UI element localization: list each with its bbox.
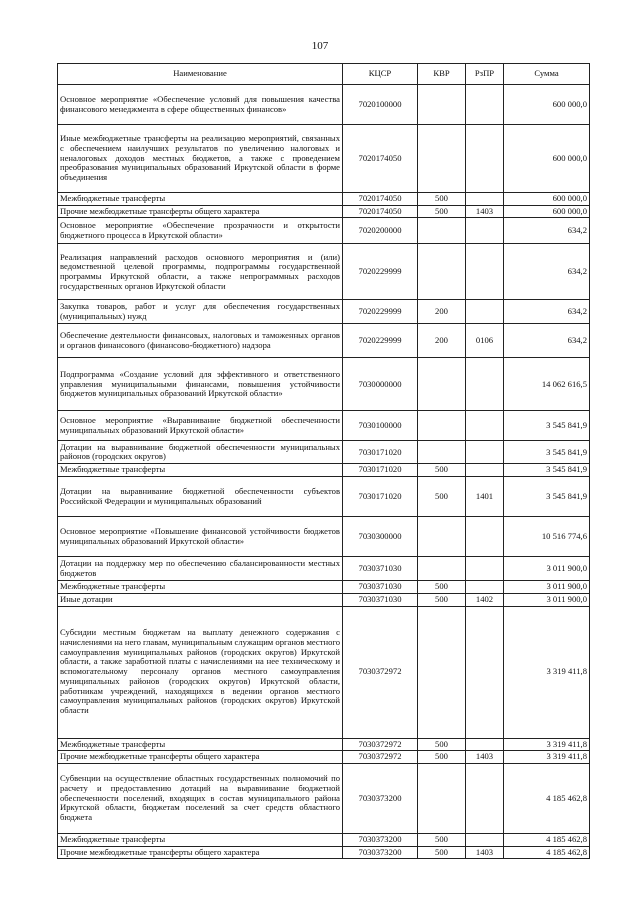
table-row xyxy=(58,464,590,477)
table-cell-name: Межбюджетные трансферты xyxy=(58,581,343,594)
budget-table xyxy=(57,63,590,859)
table-cell-sum: 4 185 462,8 xyxy=(504,833,590,846)
table-cell-kvr xyxy=(418,763,466,833)
table-cell-rzpr: 1403 xyxy=(466,205,504,218)
table-cell-kcsr: 7020174050 xyxy=(343,193,418,206)
column-header-sum: Сумма xyxy=(504,64,590,85)
table-row xyxy=(58,606,590,738)
table-cell-kcsr: 7030372972 xyxy=(343,606,418,738)
table-cell-kcsr: 7030371030 xyxy=(343,557,418,581)
table-cell-name: Прочие межбюджетные трансферты общего характера xyxy=(58,205,343,218)
table-cell-name: Подпрограмма «Создание условий для эффективного и ответственного управления муниципальными финансами, повышения устойчивости бюджетов муниципальных образований Иркутской области» xyxy=(58,358,343,411)
column-header-kcsr: КЦСР xyxy=(343,64,418,85)
table-cell-rzpr xyxy=(466,244,504,300)
table-cell-kvr xyxy=(418,606,466,738)
table-cell-kvr xyxy=(418,517,466,557)
table-cell-sum: 600 000,0 xyxy=(504,193,590,206)
table-cell-kvr xyxy=(418,411,466,441)
table-cell-rzpr xyxy=(466,557,504,581)
table-cell-rzpr xyxy=(466,125,504,193)
table-cell-kvr: 500 xyxy=(418,193,466,206)
table-cell-rzpr: 1403 xyxy=(466,751,504,764)
table-cell-name: Межбюджетные трансферты xyxy=(58,833,343,846)
table-cell-kvr xyxy=(418,125,466,193)
table-cell-kvr xyxy=(418,244,466,300)
table-cell-kcsr: 7020229999 xyxy=(343,244,418,300)
table-cell-name: Основное мероприятие «Выравнивание бюджетной обеспеченности муниципальных образований Иркутской области» xyxy=(58,411,343,441)
table-cell-kvr: 500 xyxy=(418,593,466,606)
table-cell-kvr: 500 xyxy=(418,205,466,218)
table-cell-kvr: 500 xyxy=(418,846,466,859)
table-cell-name: Субвенции на осуществление областных государственных полномочий по расчету и предоставлению дотаций на выравнивание бюджетной обеспеченности поселений, входящих в состав муниципального района Иркутской области, бюджетам поселений за счет средств областного бюджета xyxy=(58,763,343,833)
table-cell-kcsr: 7030372972 xyxy=(343,751,418,764)
table-cell-sum: 3 319 411,8 xyxy=(504,738,590,751)
table-cell-rzpr: 1403 xyxy=(466,846,504,859)
table-cell-kcsr: 7030300000 xyxy=(343,517,418,557)
table-row xyxy=(58,358,590,411)
table-cell-sum: 3 545 841,9 xyxy=(504,464,590,477)
table-cell-kvr: 200 xyxy=(418,324,466,358)
table-cell-name: Дотации на поддержку мер по обеспечению сбалансированности местных бюджетов xyxy=(58,557,343,581)
table-cell-kvr xyxy=(418,358,466,411)
page-number: 107 xyxy=(311,40,329,52)
table-row xyxy=(58,324,590,358)
table-cell-rzpr: 1401 xyxy=(466,477,504,517)
table-cell-rzpr xyxy=(466,581,504,594)
table-cell-rzpr: 1402 xyxy=(466,593,504,606)
table-row xyxy=(58,846,590,859)
table-row xyxy=(58,833,590,846)
table-cell-kvr xyxy=(418,557,466,581)
table-cell-kcsr: 7020229999 xyxy=(343,324,418,358)
table-row xyxy=(58,441,590,464)
table-cell-kcsr: 7030000000 xyxy=(343,358,418,411)
table-cell-kcsr: 7030373200 xyxy=(343,763,418,833)
column-header-rzpr: РзПР xyxy=(466,64,504,85)
table-row xyxy=(58,557,590,581)
table-cell-name: Закупка товаров, работ и услуг для обеспечения государственных (муниципальных) нужд xyxy=(58,300,343,324)
table-cell-kvr xyxy=(418,218,466,244)
table-cell-kcsr: 7030100000 xyxy=(343,411,418,441)
table-cell-sum: 4 185 462,8 xyxy=(504,846,590,859)
table-cell-kvr: 500 xyxy=(418,833,466,846)
table-row xyxy=(58,411,590,441)
table-cell-sum: 3 545 841,9 xyxy=(504,411,590,441)
table-cell-rzpr xyxy=(466,441,504,464)
table-cell-kcsr: 7020100000 xyxy=(343,85,418,125)
table-row xyxy=(58,581,590,594)
table-row xyxy=(58,125,590,193)
table-cell-name: Основное мероприятие «Обеспечение условий для повышения качества финансового менеджмента в сфере общественных финансов» xyxy=(58,85,343,125)
table-row xyxy=(58,517,590,557)
table-cell-kvr: 500 xyxy=(418,738,466,751)
table-cell-kcsr: 7020200000 xyxy=(343,218,418,244)
table-cell-kvr: 200 xyxy=(418,300,466,324)
table-cell-rzpr xyxy=(466,85,504,125)
table-row xyxy=(58,300,590,324)
column-header-kvr: КВР xyxy=(418,64,466,85)
table-cell-name: Субсидии местным бюджетам на выплату денежного содержания с начислениями на него главам, муниципальным служащим органов местного самоуправления муниципальных районов (городских округов) Иркутской области, а также заработной платы с начислениями на нее техническому и вспомогательному персоналу органов местного самоуправления муниципальных районов (городских округов) Иркутской области, работникам учреждений, находящихся в ведении органов местного самоуправления муниципальных районов (городских округов) Иркутской области xyxy=(58,606,343,738)
table-row xyxy=(58,218,590,244)
table-cell-kcsr: 7030371030 xyxy=(343,581,418,594)
table-cell-sum: 634,2 xyxy=(504,244,590,300)
table-cell-name: Основное мероприятие «Обеспечение прозрачности и открытости бюджетного процесса в Иркутской области» xyxy=(58,218,343,244)
table-cell-sum: 3 545 841,9 xyxy=(504,477,590,517)
table-cell-rzpr xyxy=(466,833,504,846)
table-cell-rzpr xyxy=(466,411,504,441)
table-cell-kvr: 500 xyxy=(418,477,466,517)
table-cell-name: Межбюджетные трансферты xyxy=(58,464,343,477)
table-cell-sum: 600 000,0 xyxy=(504,205,590,218)
table-cell-name: Реализация направлений расходов основного мероприятия и (или) ведомственной целевой программы, подпрограммы государственной программы Иркутской области, а также непрограммных расходов государственных органов Иркутской области xyxy=(58,244,343,300)
table-row xyxy=(58,85,590,125)
table-cell-rzpr xyxy=(466,300,504,324)
table-cell-sum: 3 011 900,0 xyxy=(504,557,590,581)
table-cell-sum: 634,2 xyxy=(504,324,590,358)
table-row xyxy=(58,205,590,218)
table-cell-sum: 3 319 411,8 xyxy=(504,751,590,764)
table-cell-rzpr xyxy=(466,517,504,557)
table-cell-kcsr: 7030171020 xyxy=(343,464,418,477)
table-cell-rzpr xyxy=(466,358,504,411)
table-cell-kcsr: 7020174050 xyxy=(343,125,418,193)
table-cell-sum: 10 516 774,6 xyxy=(504,517,590,557)
table-row xyxy=(58,244,590,300)
table-cell-rzpr xyxy=(466,464,504,477)
table-cell-sum: 14 062 616,5 xyxy=(504,358,590,411)
table-cell-sum: 634,2 xyxy=(504,300,590,324)
table-cell-name: Иные межбюджетные трансферты на реализацию мероприятий, связанных с обеспечением наилучших результатов по увеличению налоговых и неналоговых доходов местных бюджетов, а также с проведением преобразования муниципальных образований Иркутской области в форме объединения xyxy=(58,125,343,193)
table-cell-sum: 3 011 900,0 xyxy=(504,593,590,606)
table-row xyxy=(58,193,590,206)
table-cell-name: Дотации на выравнивание бюджетной обеспеченности муниципальных районов (городских округов) xyxy=(58,441,343,464)
table-cell-name: Прочие межбюджетные трансферты общего характера xyxy=(58,846,343,859)
table-cell-kvr xyxy=(418,441,466,464)
table-cell-kcsr: 7020174050 xyxy=(343,205,418,218)
table-cell-kvr: 500 xyxy=(418,464,466,477)
table-cell-name: Обеспечение деятельности финансовых, налоговых и таможенных органов и органов финансового (финансово-бюджетного) надзора xyxy=(58,324,343,358)
table-row xyxy=(58,738,590,751)
table-row xyxy=(58,593,590,606)
table-cell-kcsr: 7030171020 xyxy=(343,477,418,517)
table-row xyxy=(58,763,590,833)
table-cell-name: Межбюджетные трансферты xyxy=(58,193,343,206)
table-cell-name: Иные дотации xyxy=(58,593,343,606)
table-header-row xyxy=(58,64,590,85)
column-header-name: Наименование xyxy=(58,64,343,85)
table-cell-sum: 3 319 411,8 xyxy=(504,606,590,738)
table-cell-name: Основное мероприятие «Повышение финансовой устойчивости бюджетов муниципальных образований Иркутской области» xyxy=(58,517,343,557)
table-cell-rzpr: 0106 xyxy=(466,324,504,358)
table-cell-name: Прочие межбюджетные трансферты общего характера xyxy=(58,751,343,764)
table-cell-rzpr xyxy=(466,606,504,738)
table-cell-name: Межбюджетные трансферты xyxy=(58,738,343,751)
table-cell-kvr xyxy=(418,85,466,125)
table-row xyxy=(58,751,590,764)
table-cell-rzpr xyxy=(466,738,504,751)
table-cell-rzpr xyxy=(466,218,504,244)
table-cell-kcsr: 7030171020 xyxy=(343,441,418,464)
table-cell-sum: 3 011 900,0 xyxy=(504,581,590,594)
table-cell-kcsr: 7030371030 xyxy=(343,593,418,606)
table-cell-kvr: 500 xyxy=(418,581,466,594)
table-cell-kcsr: 7020229999 xyxy=(343,300,418,324)
table-cell-sum: 600 000,0 xyxy=(504,85,590,125)
table-cell-rzpr xyxy=(466,763,504,833)
table-cell-kcsr: 7030372972 xyxy=(343,738,418,751)
table-cell-name: Дотации на выравнивание бюджетной обеспеченности субъектов Российской Федерации и муниципальных образований xyxy=(58,477,343,517)
table-cell-rzpr xyxy=(466,193,504,206)
table-row xyxy=(58,477,590,517)
table-cell-kcsr: 7030373200 xyxy=(343,846,418,859)
table-cell-sum: 634,2 xyxy=(504,218,590,244)
table-cell-kcsr: 7030373200 xyxy=(343,833,418,846)
table-cell-sum: 600 000,0 xyxy=(504,125,590,193)
table-cell-sum: 3 545 841,9 xyxy=(504,441,590,464)
table-cell-kvr: 500 xyxy=(418,751,466,764)
table-cell-sum: 4 185 462,8 xyxy=(504,763,590,833)
